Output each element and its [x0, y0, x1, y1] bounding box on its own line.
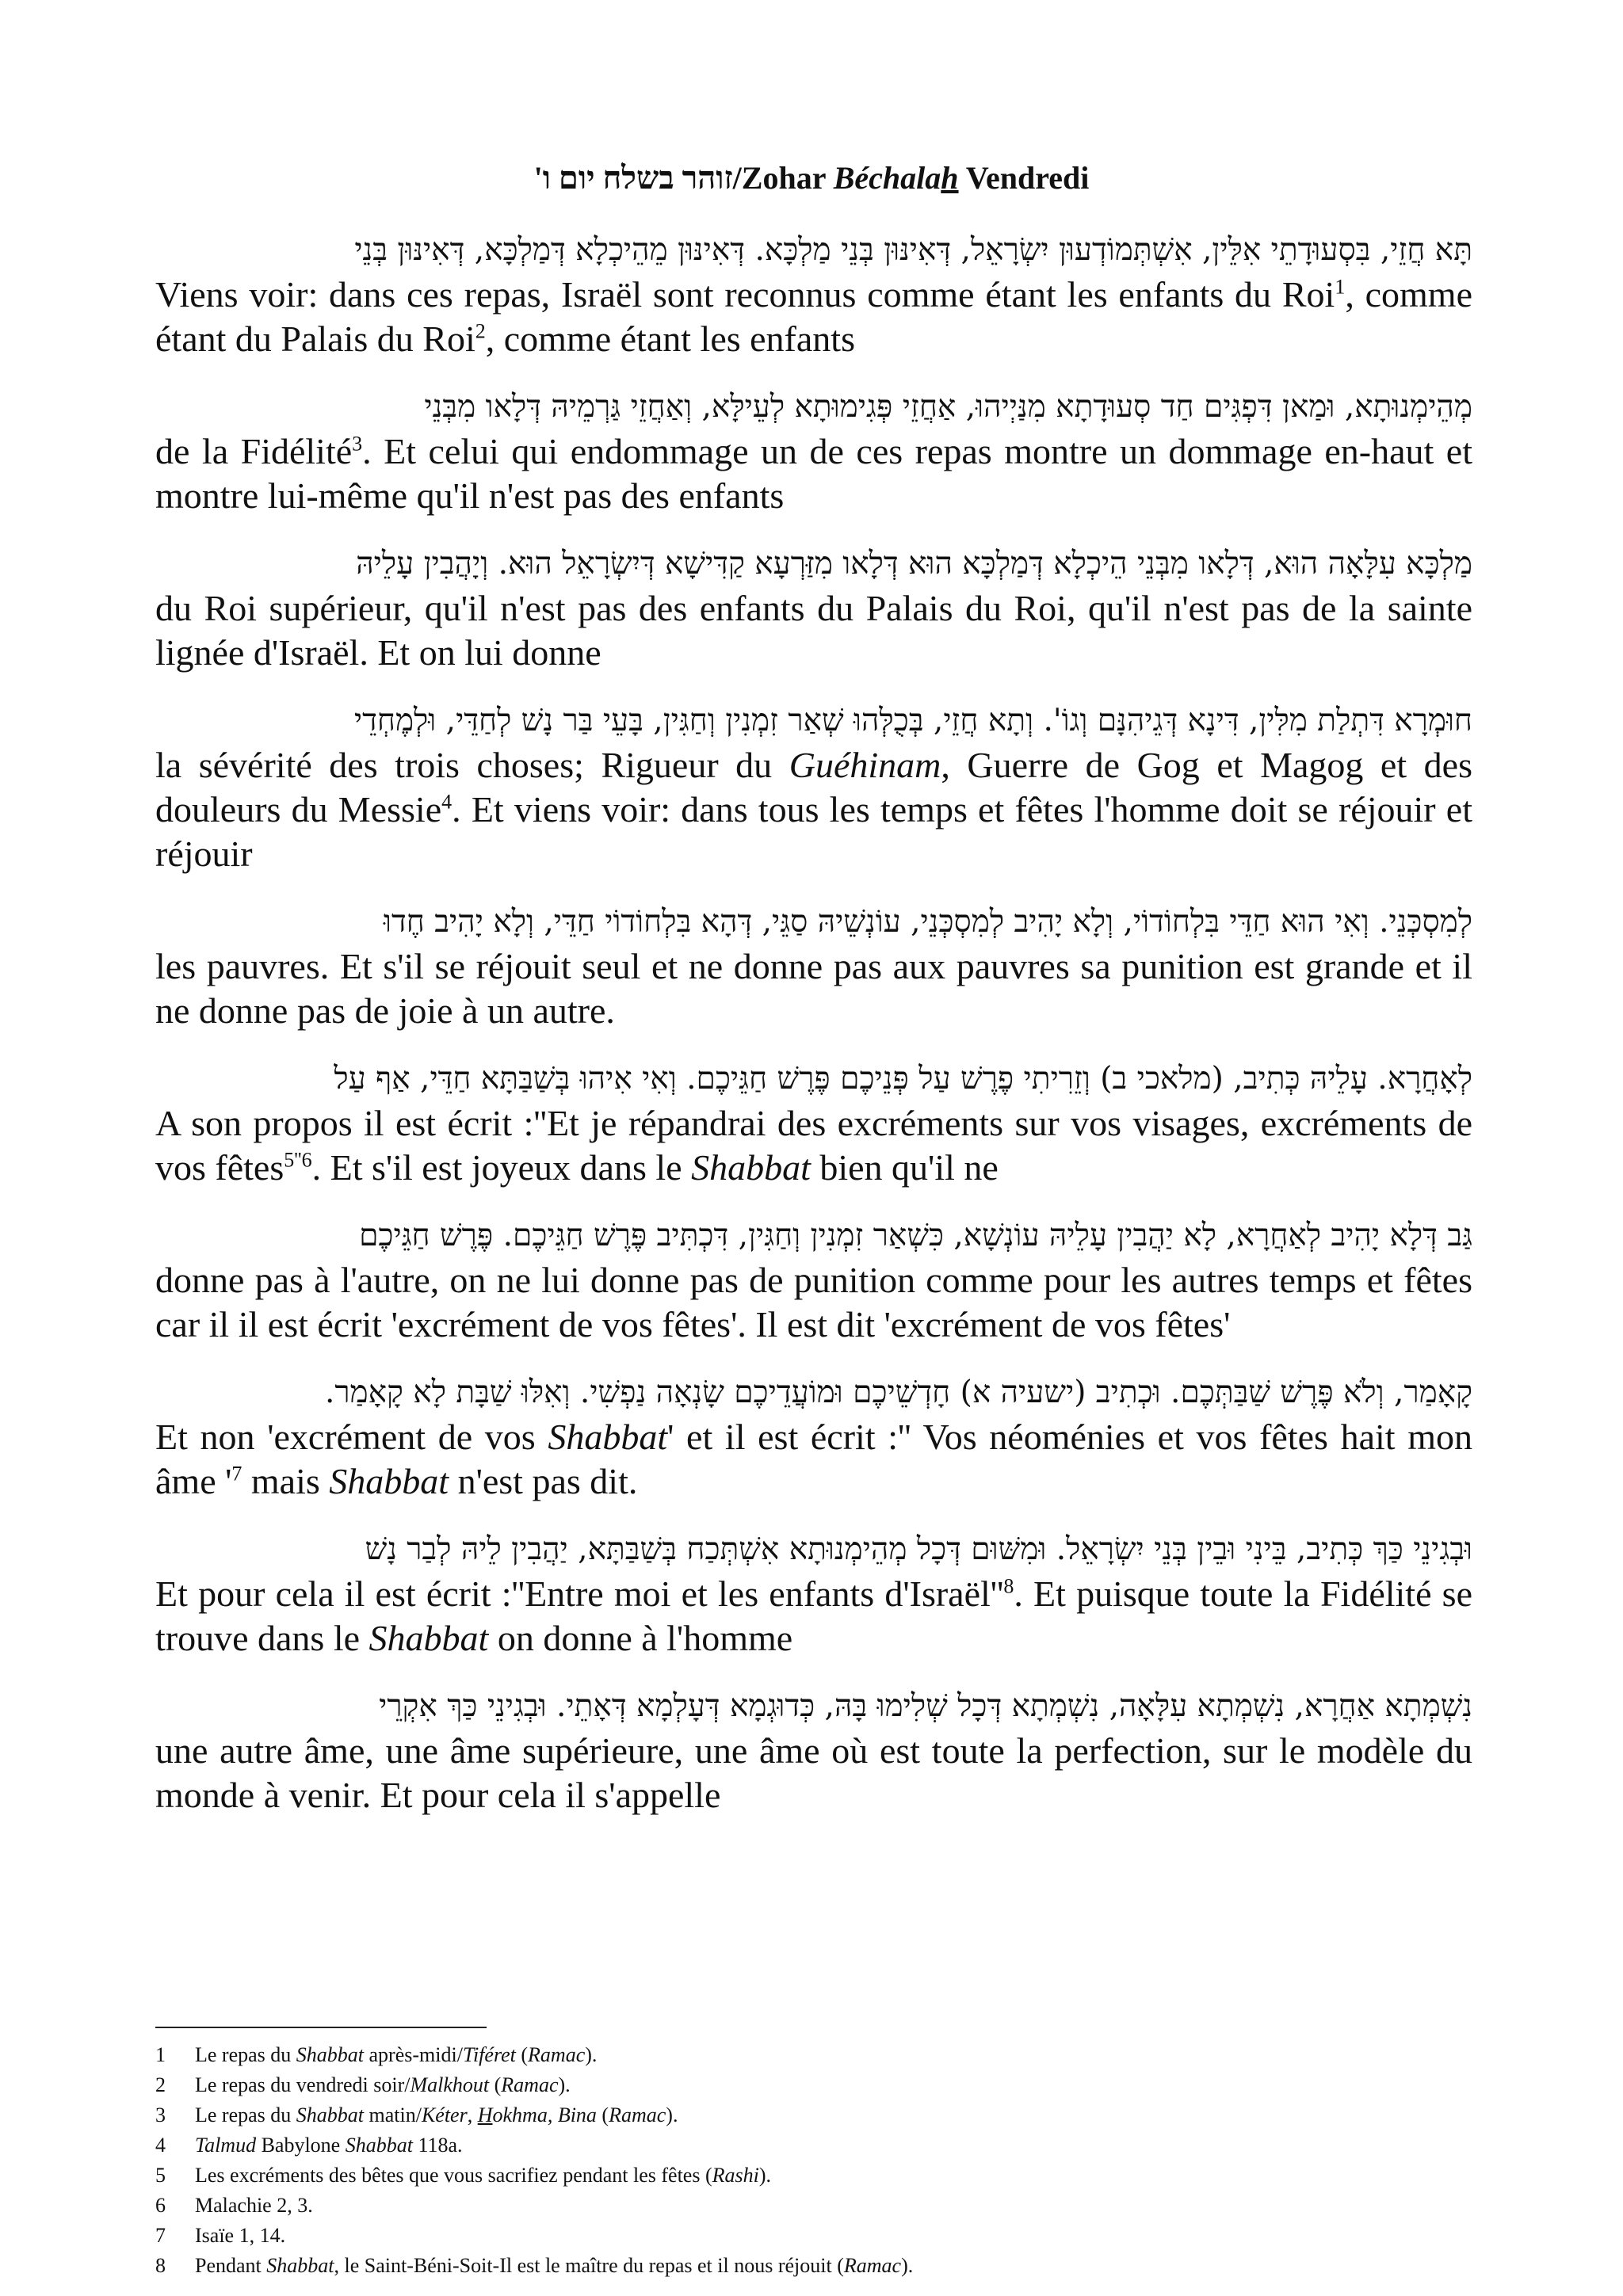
hebrew-line: נִשְׁמְתָא אַחֲרָא, נִשְׁמְתָא עִלָּאָה, נִשְׁמְתָא דְּכָל שְׁלִימוּ בָּהּ, כְּדוּגְמָא דְּעָלְמָא דְּאָתֵי. וּבְגִינֵי כַּךְ אִקְרֵי — [379, 1688, 1472, 1724]
hebrew-line: מְהֵימְנוּתָא, וּמַאן דִּפְגִּים חַד סְעוּדָתָא מִנַּיְיהוּ, אַחֲזֵי פְּגִימוּתָא לְעֵילָּא, וְאַחֲזֵי גַּרְמֵיהּ דְּלָאו מִבְּנֵי — [424, 389, 1472, 425]
paragraph — [155, 542, 1472, 675]
footnote: 8 Pendant Shabbat, le Saint-Béni-Soit-Il est le maître du repas et il nous réjouit (Ramac). — [155, 2254, 914, 2277]
french-translation: de la Fidélité$^3$. Et celui qui endommage un de ces repas montre un dommage en-haut et montre lui-même qu'il n'est pas des enfants — [155, 431, 1472, 516]
paragraph — [155, 1527, 1472, 1661]
footnote: 6 Malachie 2, 3. — [155, 2194, 313, 2217]
hebrew-line: חוּמְרָא דִּתְלַת מִלִּין, דִּינָא דְּגֵיהִנָּם וְגוֹ'. וְתָא חֲזֵי, בְּכֻלְּהוּ שְׁאַר זִמְנִין וְחַגִּין, בָּעֵי בַּר נָשׁ לְחַדֵּי, וּלְמֶחְדֵי — [353, 703, 1472, 738]
paragraph — [155, 1371, 1472, 1504]
hebrew-line: תָּא חֲזֵי, בִּסְעוּדָתֵי אִלֵּין, אִשְׁתְּמוֹדְעוּן יִשְׂרָאֵל, דְּאִינּוּן בְּנֵי מַלְכָּא. דְּאִינּוּן מֵהֵיכְלָא דְּמַלְכָּא, דְּאִינּוּן בְּנֵי — [354, 232, 1472, 268]
footnote-ref: 8 — [1003, 1574, 1014, 1598]
paragraph — [155, 900, 1472, 1033]
hebrew-line: גַּב דְּלָא יָהִיב לְאַחֲרָא, לָא יַהֲבִין עָלֵיהּ עוֹנְשָׁא, כִּשְׁאַר זִמְנִין וְחַגִּין, דִּכְתִּיב פֶּרֶשׁ חַגֵּיכֶם. פֶּרֶשׁ חַגֵּיכֶם — [359, 1218, 1472, 1253]
paragraph — [155, 1057, 1472, 1190]
footnote: 1 Le repas du Shabbat après-midi/Tiféret (Ramac). — [155, 2043, 598, 2066]
french-translation: Et non 'excrément de vos Shabbat' et il est écrit :'' Vos néoménies et vos fêtes hait mon âme '$^7$ mais Shabbat n'est pas dit. — [155, 1417, 1472, 1501]
french-translation: les pauvres. Et s'il se réjouit seul et ne donne pas aux pauvres sa punition est grande et il ne donne pas de joie à un autre. — [155, 946, 1472, 1031]
title-day: Vendredi — [965, 160, 1090, 196]
footnote: 2 Le repas du vendredi soir/Malkhout (Ramac). — [155, 2073, 571, 2096]
paragraph — [155, 228, 1472, 361]
page-title — [0, 158, 1623, 198]
paragraph — [155, 385, 1472, 518]
paragraph — [155, 1214, 1472, 1347]
footnote-ref: 2 — [475, 319, 486, 343]
footnote-separator — [155, 2027, 487, 2028]
french-translation: du Roi supérieur, qu'il n'est pas des enfants du Palais du Roi, qu'il n'est pas de la sainte lignée d'Israël. Et on lui donne — [155, 588, 1472, 673]
hebrew-line: קָאָמַר, וְלֹא פֶּרֶשׁ שַׁבַּתְּכֶם. וּכְתִיב (ישעיה א) חָדְשֵׁיכֶם וּמוֹעֲדֵיכֶם שָׂנְאָה נַפְשִׁי. וְאִלּוּ שַׁבָּת לָא קָאָמַר. — [324, 1375, 1472, 1410]
footnote: 7 Isaïe 1, 14. — [155, 2224, 286, 2247]
title-zohar: Zohar — [741, 160, 826, 196]
hebrew-line: לְאָחֲרָא. עָלֵיהּ כְּתִיב, (מלאכי ב) וְזֵרִיתִי פֶרֶשׁ עַל פְּנֵיכֶם פֶּרֶשׁ חַגֵּיכֶם. וְאִי אִיהוּ בְּשַׁבַּתָּא חַדֵּי, אַף עַל — [334, 1061, 1472, 1097]
hebrew-line: וּבְגִינֵי כַּךְ כְּתִיב, בֵּינִי וּבֵין בְּנֵי יִשְׂרָאֵל. וּמִשּׁוּם דְּכָל מְהֵימְנוּתָא אִשְׁתְּכַח בְּשַׁבַּתָּא, יַהֲבִין לֵיהּ לְבַר נָשׁ — [365, 1531, 1472, 1567]
footnote: 5 Les excréments des bêtes que vous sacrifiez pendant les fêtes (Rashi). — [155, 2164, 772, 2187]
french-translation: une autre âme, une âme supérieure, une âme où est toute la perfection, sur le modèle du monde à venir. Et pour cela il s'appelle — [155, 1730, 1472, 1815]
footnote-ref: 7 — [231, 1462, 242, 1486]
footnote-ref: 1 — [1335, 275, 1346, 299]
footnote-ref: 3 — [352, 432, 363, 456]
french-translation: Et pour cela il est écrit :''Entre moi et les enfants $d'Israël''^8$. Et puisque toute la Fidélité se trouve dans le Shabbat on donne à l'homme — [155, 1573, 1472, 1658]
footnote: 3 Le repas du Shabbat matin/Kéter, Hokhma, Bina (Ramac). — [155, 2103, 678, 2126]
title-slash: / — [732, 160, 742, 196]
footnote-ref: 4 — [441, 790, 453, 814]
french-translation: la sévérité des trois choses; Rigueur du Guéhinam, Guerre de Gog et Magog et des douleurs du Messie$^4$. Et viens voir: dans tous les temps et fêtes l'homme doit se réjouir et réjouir — [155, 745, 1472, 874]
footnotes — [155, 2040, 1472, 2281]
footnote: 4 Talmud Babylone Shabbat 118a. — [155, 2134, 463, 2157]
main-text — [155, 228, 1472, 1841]
title-bechalah: Béchalah — [833, 160, 959, 196]
hebrew-line: מַלְכָּא עִלָּאָה הוּא, דְּלָאו מִבְּנֵי הֵיכְלָא דְּמַלְכָּא הוּא דְּלָאו מִזַּרְעָא קַדִּישָׁא דְּיִשְׂרָאֵל הוּא. וְיָהֲבִין עָלֵיהּ — [356, 546, 1472, 582]
paragraph — [155, 699, 1472, 876]
footnote-ref: 5''6 — [284, 1148, 312, 1172]
french-translation: donne pas à l'autre, on ne lui donne pas de punition comme pour les autres temps et fêtes car il il est écrit 'excrément de vos fêtes'. Il est dit 'excrément de vos fêtes' — [155, 1260, 1472, 1344]
french-translation: Viens voir: dans ces repas, Israël sont reconnus comme étant les enfants du Roi$^1$, comme étant du Palais du Roi$^2$, comme étant les enfants — [155, 274, 1472, 359]
french-translation: A son propos il est écrit :''Et je répandrai des excréments sur vos visages, excréments de vos fêtes$^{5''6}$. Et s'il est joyeux dans le Shabbat bien qu'il ne — [155, 1103, 1472, 1188]
title-hebrew: זוהר בשלח יום ו' — [533, 160, 733, 196]
hebrew-line: לְמִסְכְּנֵי. וְאִי הוּא חַדֵּי בִּלְחוֹדוֹי, וְלָא יָהִיב לְמִסְכְּנֵי, עוֹנְשֵׁיהּ סַגֵּי, דְּהָא בִּלְחוֹדוֹי חַדֵּי, וְלָא יָהִיב חֶדוּ — [384, 904, 1472, 940]
paragraph — [155, 1684, 1472, 1817]
